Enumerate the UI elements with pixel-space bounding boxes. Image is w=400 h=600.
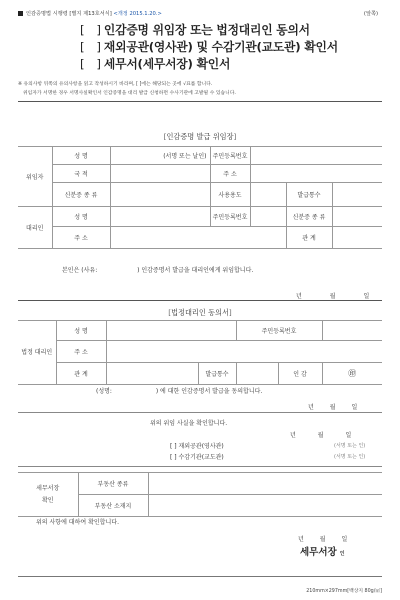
s1-day: 일 — [363, 293, 370, 300]
section2-title-text: 법정대리인 동의서 — [171, 308, 229, 317]
consent-prefix: (성명: — [96, 388, 112, 395]
statement-prefix: 본인은 (사유: — [62, 267, 98, 274]
section1-bottom-rule — [18, 300, 382, 301]
bracket-open-2: [ — [168, 308, 172, 317]
section2-date — [308, 402, 357, 411]
agent-id-type-label: 신분증 종 류 — [286, 207, 332, 227]
s2-month: 월 — [329, 404, 336, 411]
form-ref-prefix: 인감증명법 시행령 [별지 제13호서식] — [26, 11, 112, 17]
consulate-checkbox[interactable]: [ ] — [170, 443, 177, 450]
s2-day: 일 — [351, 404, 358, 411]
legal-rep-label: 법정 대리인 — [18, 321, 56, 385]
title-row-3 — [80, 56, 380, 73]
property-type-label: 부동산 종류 — [78, 473, 148, 495]
rep-copies-label: 발급통수 — [198, 363, 236, 385]
tax-office-table — [18, 472, 382, 517]
property-location-label: 부동산 소재지 — [78, 495, 148, 517]
agent-address-label: 주 소 — [52, 227, 110, 249]
delegation-statement — [62, 265, 253, 274]
title-3-text: 세무서(세무서장) 확인서 — [103, 57, 231, 71]
rep-address-label: 주 소 — [56, 341, 106, 363]
tax-office-label — [18, 473, 78, 517]
rep-relation-label: 관 계 — [56, 363, 106, 385]
consent-statement — [96, 386, 262, 395]
note-1: ※ 유의사항 뒤쪽의 유의사항을 읽고 작성하시기 바라며, [ ]에는 해당되는 곳에 √표를 합니다. — [18, 82, 213, 87]
confirm-text: 위의 위임 사실을 확인합니다. — [150, 420, 228, 427]
title-row-1 — [80, 22, 380, 39]
bracket-open: [ — [163, 132, 167, 141]
consulate-row — [170, 441, 224, 450]
s3-month: 월 — [317, 432, 324, 439]
agent-name-label: 성 명 — [52, 207, 110, 227]
s3-year: 년 — [290, 432, 296, 439]
paper-spec: 210mm×297mm[백상지 80g/㎡] — [306, 589, 382, 594]
agent-relation-field[interactable] — [332, 227, 382, 249]
grantor-rrn-label: 주민등록번호 — [210, 147, 250, 165]
section2-bottom-rule — [18, 412, 382, 413]
copies-field[interactable] — [332, 183, 382, 207]
agent-id-type-field[interactable] — [332, 207, 382, 227]
delegation-table — [18, 146, 382, 249]
grantor-name-label: 성 명 — [52, 147, 110, 165]
rep-name-label: 성 명 — [56, 321, 106, 341]
title-1-checkbox[interactable]: [ ] — [80, 23, 105, 37]
tax-confirm-text: 위의 사항에 대하여 확인합니다. — [36, 519, 119, 526]
grantor-id-type-field[interactable] — [110, 183, 210, 207]
s3-day: 일 — [345, 432, 352, 439]
section2-title — [18, 308, 382, 318]
prison-row — [170, 452, 224, 461]
s4-day: 일 — [341, 536, 348, 543]
seal-icon[interactable]: ㊞ — [322, 363, 382, 385]
bullet-square-icon — [18, 11, 23, 16]
s1-month: 월 — [329, 293, 336, 300]
grantor-rrn-field[interactable] — [250, 147, 382, 165]
grantor-address-label: 주 소 — [210, 165, 250, 183]
property-type-field[interactable] — [148, 473, 382, 495]
notes — [18, 80, 388, 98]
consulate-label: 재외공관(영사관) — [178, 443, 224, 450]
consulate-sign-hint[interactable]: (서명 또는 인) — [334, 443, 366, 449]
form-revision: <개정 2015.1.20.> — [113, 11, 162, 17]
rep-name-field[interactable] — [106, 321, 236, 341]
section3-bottom-rule — [18, 466, 382, 467]
grantor-id-type-label: 신분증 종 류 — [52, 183, 110, 207]
prison-sign-hint[interactable]: (서명 또는 인) — [334, 454, 366, 460]
title-3-checkbox[interactable]: [ ] — [80, 57, 105, 71]
rep-address-field[interactable] — [106, 341, 382, 363]
agent-rrn-field[interactable] — [250, 207, 286, 227]
bracket-close: ] — [233, 132, 237, 141]
copies-label: 발급통수 — [286, 183, 332, 207]
rep-seal-label: 인 감 — [278, 363, 322, 385]
rep-rrn-field[interactable] — [322, 321, 382, 341]
s2-year: 년 — [308, 404, 314, 411]
grantor-nationality-field[interactable] — [110, 165, 210, 183]
tax-office-label-1: 세무서장 — [36, 484, 60, 492]
form-reference — [18, 10, 162, 17]
statement-suffix: ) 인감증명서 발급을 대리인에게 위임합니다. — [137, 267, 254, 274]
agent-relation-label: 관 계 — [286, 227, 332, 249]
grantor-address-field[interactable] — [250, 165, 382, 183]
property-location-field[interactable] — [148, 495, 382, 517]
section3-date — [290, 430, 351, 439]
consent-table — [18, 320, 382, 385]
prison-checkbox[interactable]: [ ] — [170, 454, 177, 461]
note-2: 위임자가 서명한 경우 서명사실확인서 인감증명을 대리 발급 신청하면 수사기관에 고발될 수 있습니다. — [23, 91, 236, 96]
signer-label: 세무서장 — [300, 547, 337, 558]
s4-month: 월 — [319, 536, 326, 543]
prison-label: 수감기관(교도관) — [178, 454, 224, 461]
s4-year: 년 — [298, 536, 304, 543]
section1-date — [296, 291, 369, 300]
form-titles — [80, 22, 380, 73]
section1-title — [18, 132, 382, 142]
section1-title-text: 인감증명 발급 위임장 — [166, 132, 234, 141]
page-marker: (앞쪽) — [363, 11, 378, 17]
bottom-rule — [18, 576, 382, 577]
seal-label: 인 — [339, 551, 345, 557]
rep-relation-field[interactable] — [106, 363, 198, 385]
grantor-nationality-label: 국 적 — [52, 165, 110, 183]
section4-date — [298, 534, 347, 543]
agent-address-field[interactable] — [110, 227, 286, 249]
top-divider — [18, 101, 382, 102]
agent-label: 대리인 — [18, 207, 52, 249]
agent-rrn-label: 주민등록번호 — [210, 207, 250, 227]
grantor-sign-hint[interactable]: (서명 또는 날인) — [110, 147, 210, 165]
purpose-field[interactable] — [250, 183, 286, 207]
rep-rrn-label: 주민등록번호 — [236, 321, 322, 341]
rep-copies-field[interactable] — [236, 363, 278, 385]
title-2-text: 재외공관(영사관) 및 수감기관(교도관) 확인서 — [103, 40, 338, 54]
agent-name-field[interactable] — [110, 207, 210, 227]
grantor-label: 위임자 — [18, 147, 52, 207]
consent-suffix: ) 에 대한 인감증명서 발급을 동의합니다. — [155, 388, 263, 395]
title-2-checkbox[interactable]: [ ] — [80, 40, 105, 54]
bracket-close-2: ] — [228, 308, 232, 317]
title-1-text: 인감증명 위임장 또는 법정대리인 동의서 — [103, 23, 310, 37]
tax-office-label-2: 확인 — [41, 496, 54, 504]
s1-year: 년 — [296, 293, 302, 300]
tax-office-signer — [300, 544, 345, 558]
purpose-label: 사용용도 — [210, 183, 250, 207]
title-row-2 — [80, 39, 380, 56]
